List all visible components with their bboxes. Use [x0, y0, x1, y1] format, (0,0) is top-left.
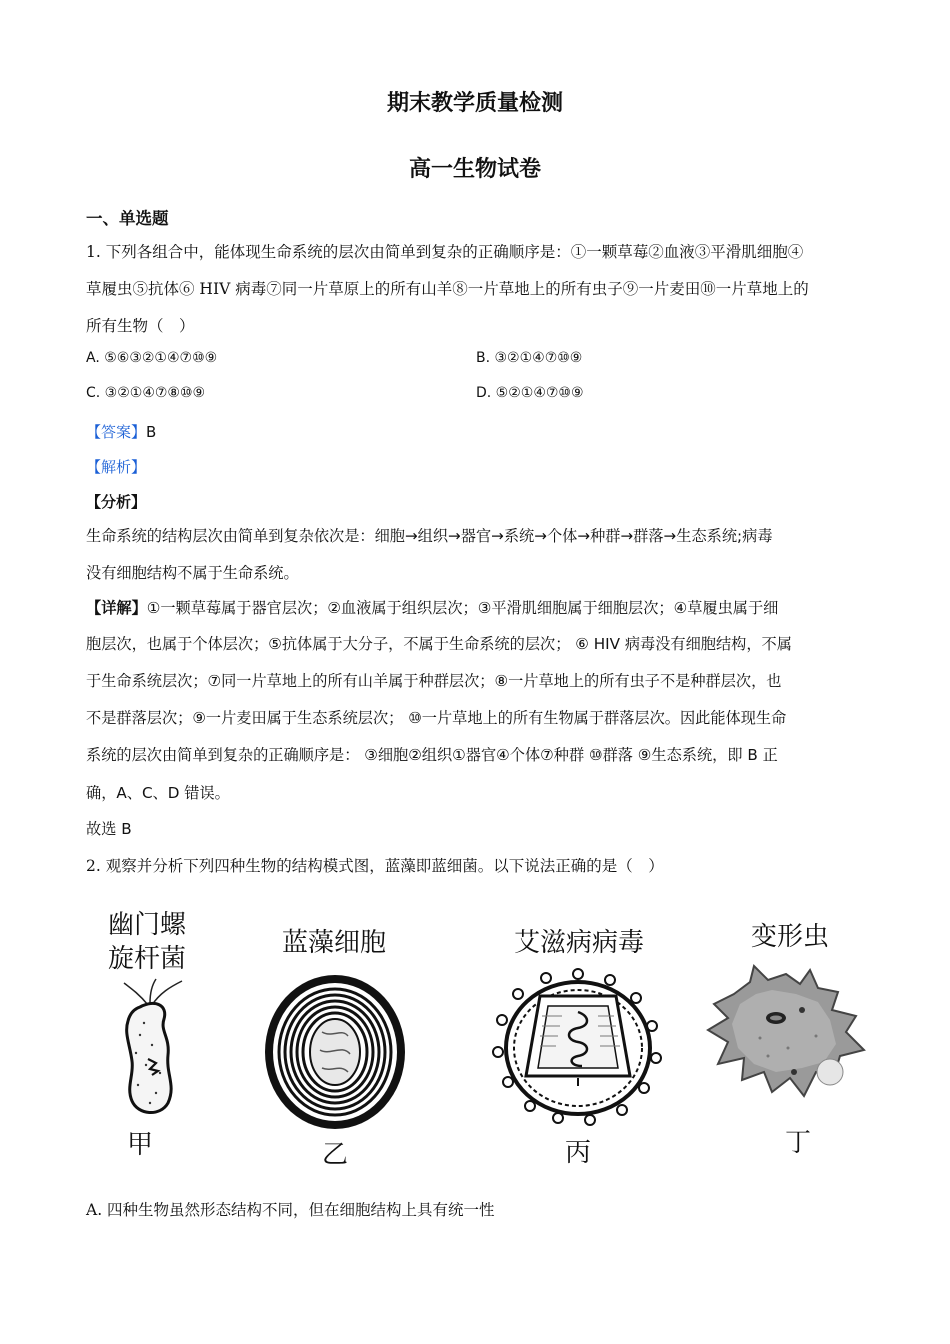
detail-text: ①一颗草莓属于器官层次；②血液属于组织层次；③平滑肌细胞属于细胞层次；④草履虫属于细 [146, 599, 779, 617]
hiv-virus-illustration [490, 966, 666, 1126]
q1-option-c: C. ③②①④⑦⑧⑩⑨ [86, 385, 206, 401]
answer-tag: 【答案】 [86, 423, 147, 441]
detail-line4: 不是群落层次；⑨一片麦田属于生态系统层次； ⑩一片草地上的所有生物属于群落层次。因此能体现生命 [86, 709, 787, 727]
page-title: 期末教学质量检测 [386, 91, 563, 116]
helicobacter-illustration [110, 975, 190, 1120]
detail-line2: 胞层次，也属于个体层次；⑤抗体属于大分子，不属于生命系统的层次； ⑥ HIV 病毒没有细胞结构，不属 [86, 635, 792, 653]
figure-2-label: 乙 [321, 1140, 348, 1170]
fenxi-line1: 生命系统的结构层次由简单到复杂依次是：细胞→组织→器官→系统→个体→种群→群落→生态系统;病毒 [86, 527, 773, 545]
figure-3-label: 丙 [564, 1138, 591, 1168]
conclusion: 故选 B [86, 820, 132, 838]
q1-option-a: A. ⑤⑥③②①④⑦⑩⑨ [86, 350, 218, 366]
detail-line1 [86, 597, 778, 618]
detail-line3: 于生命系统层次；⑦同一片草地上的所有山羊属于种群层次；⑧一片草地上的所有虫子不是种群层次，也 [86, 672, 782, 690]
q2-stem: 2. 观察并分析下列四种生物的结构模式图，蓝藻即蓝细菌。以下说法正确的是（ ） [86, 857, 664, 875]
cyanobacteria-illustration [262, 972, 408, 1132]
figure-3-name: 艾滋病病毒 [513, 928, 644, 958]
figure-1-label: 甲 [126, 1130, 153, 1160]
answer-row [86, 421, 156, 442]
answer-value: B [146, 423, 157, 441]
figure-1-name: 幽门螺 旋杆菌 [107, 910, 186, 974]
fenxi-line2: 没有细胞结构不属于生命系统。 [86, 564, 299, 582]
analysis-tag: 【解析】 [86, 458, 147, 476]
q1-stem-line1: 1. 下列各组合中，能体现生命系统的层次由简单到复杂的正确顺序是：①一颗草莓②血液③平滑肌细胞④ [86, 243, 804, 261]
figure-2-name: 蓝藻细胞 [281, 928, 386, 958]
q1-option-d: D. ⑤②①④⑦⑩⑨ [476, 385, 584, 401]
figure-4-name: 变形虫 [750, 922, 829, 952]
q1-option-b: B. ③②①④⑦⑩⑨ [476, 350, 583, 366]
q1-stem-line2: 草履虫⑤抗体⑥ HIV 病毒⑦同一片草原上的所有山羊⑧一片草地上的所有虫子⑨一片麦田⑩一片草地上的 [86, 280, 809, 298]
detail-line5: 系统的层次由简单到复杂的正确顺序是： ③细胞②组织①器官④个体⑦种群 ⑩群落 ⑨生态系统，即 B 正 [86, 746, 778, 764]
fenxi-tag: 【分析】 [86, 493, 147, 511]
page-subtitle: 高一生物试卷 [408, 157, 541, 182]
detail-tag: 【详解】 [86, 599, 147, 617]
q1-stem-line3: 所有生物（ ） [86, 317, 195, 335]
detail-line6: 确，A、C、D 错误。 [86, 784, 230, 802]
figure-4-label: 丁 [784, 1128, 811, 1158]
section-heading: 一、单选题 [86, 209, 169, 228]
amoeba-illustration [706, 960, 866, 1108]
q2-option-a: A. 四种生物虽然形态结构不同，但在细胞结构上具有统一性 [86, 1201, 495, 1219]
